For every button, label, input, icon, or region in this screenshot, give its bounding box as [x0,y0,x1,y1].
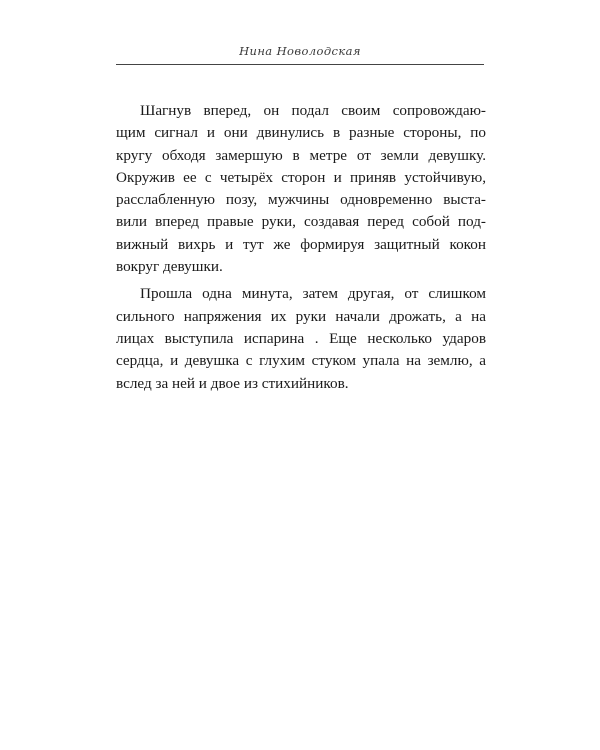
text-line: вслед за ней и двое из стихийников. [116,374,349,392]
text-line: вокруг девушки. [116,258,223,276]
text-line: кругу обходя замершую в метре от земли девушку. [116,146,486,164]
running-header: Нина Новолодская [239,44,361,58]
text-line: вили вперед правые руки, создавая перед собой под- [116,213,486,231]
text-line: расслабленную позу, мужчины одновременно выста- [116,191,486,209]
paragraph-1 [116,100,486,278]
text-line: вижный вихрь и тут же формируя защитный кокон [116,235,486,253]
header-divider [116,64,484,65]
text-line: сильного напряжения их руки начали дрожать, а на [116,307,486,325]
paragraph-2 [116,283,486,394]
text-line: Шагнув вперед, он подал своим сопровождаю- [140,102,486,119]
text-line: Окружив ее с четырёх сторон и приняв устойчивую, [116,168,486,186]
text-line: щим сигнал и они двинулись в разные стороны, по [116,124,486,142]
text-line: Прошла одна минута, затем другая, от слишком [140,285,486,303]
body-text [116,100,486,395]
text-line: лицах выступила испарина . Еще несколько ударов [116,329,486,347]
text-line: сердца, и девушка с глухим стуком упала на землю, а [116,352,486,370]
